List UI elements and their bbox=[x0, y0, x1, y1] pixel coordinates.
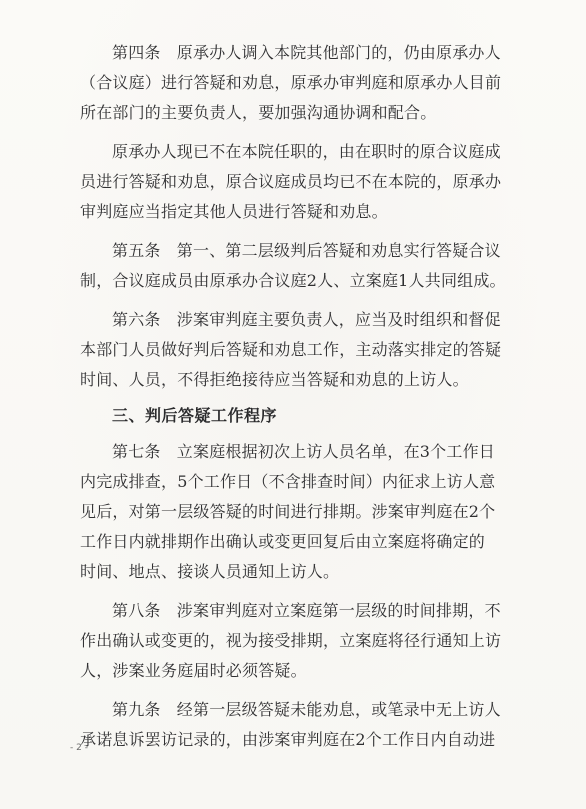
paragraph-spacer bbox=[80, 296, 510, 305]
paragraph-spacer bbox=[80, 128, 510, 137]
text-line: 工作日内就排期作出确认或变更回复后由立案庭将确定的 bbox=[80, 532, 486, 551]
text-line: 本部门人员做好判后答疑和劝息工作，主动落实排定的答疑 bbox=[80, 340, 502, 359]
paragraph bbox=[80, 236, 510, 296]
paragraph-spacer bbox=[80, 587, 510, 596]
text-line: 第九条 经第一层级答疑未能劝息，或笔录中无上访人 bbox=[112, 700, 501, 719]
text-line: 时间、地点、接谈人员通知上访人。 bbox=[80, 562, 340, 581]
text-line: 人，涉案业务庭届时必须答疑。 bbox=[80, 661, 307, 680]
text-line: 第七条 立案庭根据初次上访人员名单，在3个工作日 bbox=[112, 442, 495, 461]
text-line: 制，合议庭成员由原承办合议庭2人、立案庭1人共同组成。 bbox=[80, 271, 506, 290]
paragraph-spacer bbox=[80, 686, 510, 695]
paragraph bbox=[80, 38, 510, 128]
paragraph bbox=[80, 596, 510, 686]
paragraph bbox=[80, 305, 510, 395]
paragraph bbox=[80, 437, 510, 587]
text-line: 员进行答疑和劝息，原合议庭成员均已不在本院的，原承办 bbox=[80, 172, 502, 191]
section-heading: 三、判后答疑工作程序 bbox=[112, 406, 278, 425]
text-line: 第八条 涉案审判庭对立案庭第一层级的时间排期，不 bbox=[112, 601, 501, 620]
text-line: 见后，对第一层级答疑的时间进行排期。涉案审判庭在2个 bbox=[80, 502, 496, 521]
text-line: 时间、人员，不得拒绝接待应当答疑和劝息的上访人。 bbox=[80, 370, 469, 389]
paragraph bbox=[80, 695, 510, 755]
document-body bbox=[80, 38, 510, 755]
page-number: - 2 - bbox=[70, 743, 88, 753]
text-line: 内完成排查，5个工作日（不含排查时间）内征求上访人意 bbox=[80, 472, 496, 491]
text-line: 承诺息诉罢访记录的，由涉案审判庭在2个工作日内自动进 bbox=[80, 730, 496, 749]
text-line: 第六条 涉案审判庭主要负责人，应当及时组织和督促 bbox=[112, 310, 501, 329]
text-line: 第四条 原承办人调入本院其他部门的，仍由原承办人 bbox=[112, 43, 501, 62]
paragraph bbox=[80, 137, 510, 227]
text-line: 审判庭应当指定其他人员进行答疑和劝息。 bbox=[80, 202, 388, 221]
text-line: （合议庭）进行答疑和劝息，原承办审判庭和原承办人目前 bbox=[80, 73, 502, 92]
text-line: 作出确认或变更的，视为接受排期，立案庭将径行通知上访 bbox=[80, 631, 502, 650]
text-line: 所在部门的主要负责人，要加强沟通协调和配合。 bbox=[80, 103, 437, 122]
paragraph-spacer bbox=[80, 227, 510, 236]
text-line: 第五条 第一、第二层级判后答疑和劝息实行答疑合议 bbox=[112, 241, 501, 260]
text-line: 原承办人现已不在本院任职的，由在职时的原合议庭成 bbox=[112, 142, 501, 161]
